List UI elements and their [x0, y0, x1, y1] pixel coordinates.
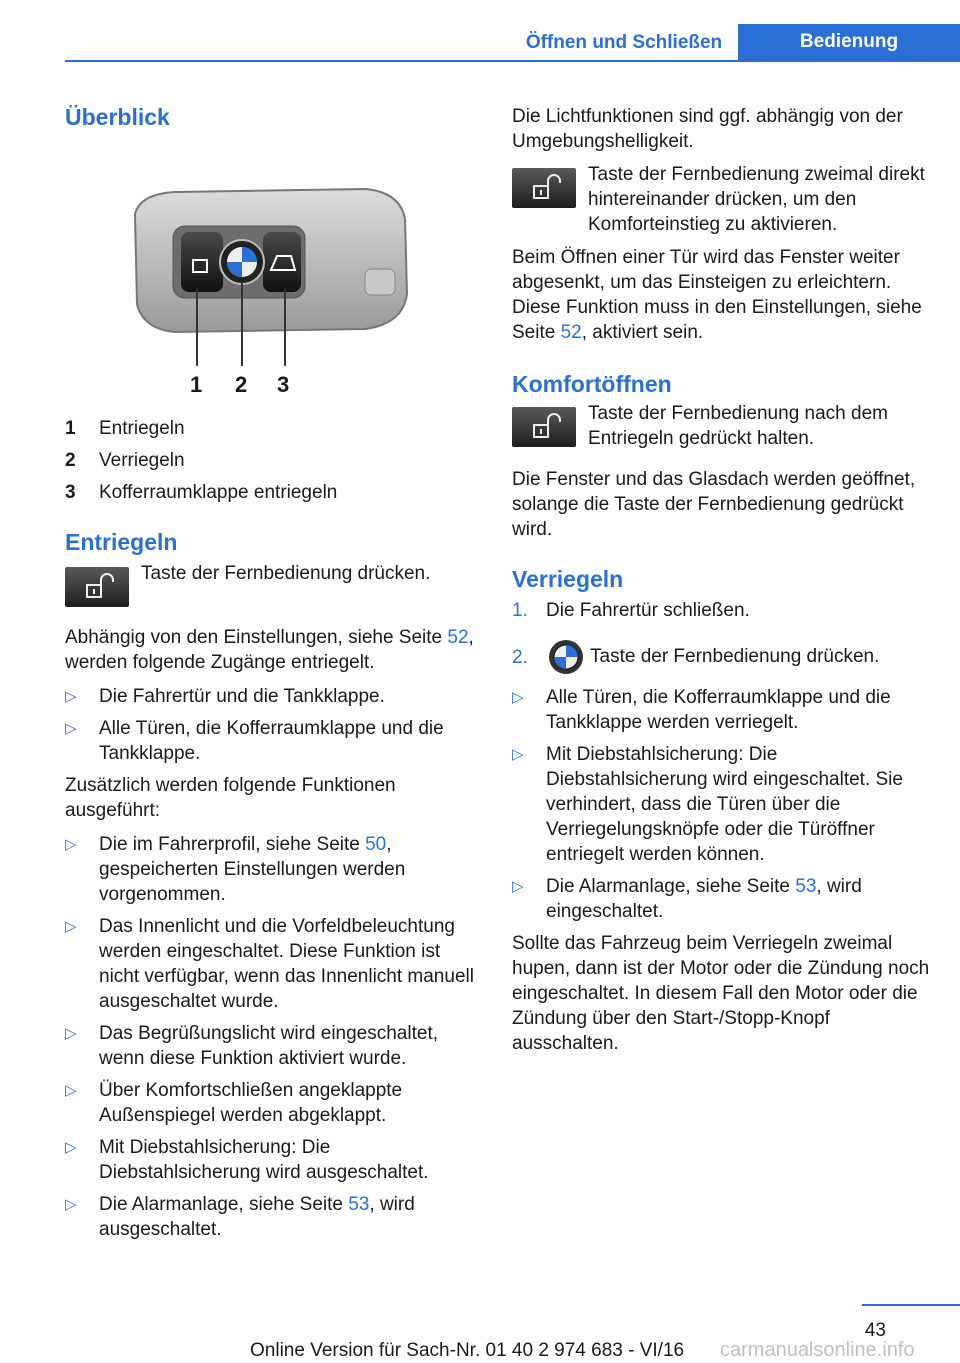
paragraph-settings [65, 625, 480, 675]
text: , gespeicherten Einstellungen werden vorgenommen. [99, 834, 406, 905]
page-footer [0, 1304, 960, 1362]
step-item [512, 598, 932, 623]
figure-label-3: 3 [277, 372, 290, 397]
figure-label-1: 1 [190, 372, 203, 397]
item-text: Mit Diebstahlsicherung: Die Diebstahlsicherung wird eingeschaltet. Sie verhindert, dass die Türen über die Verriegelungsknöpfe oder die Türöffner entriegelt werden können. [546, 744, 903, 865]
item-text: Alle Türen, die Kofferraumklappe und die Tankklappe. [99, 718, 444, 764]
triangle-icon: ▷ [65, 836, 77, 853]
triangle-icon: ▷ [65, 1025, 77, 1042]
unlock-button-icon [512, 168, 576, 208]
triangle-icon: ▷ [65, 688, 77, 705]
legend-label: Verriegeln [99, 450, 185, 471]
text: , wird ausgeschaltet. [99, 1194, 415, 1240]
legend-label: Entriegeln [99, 418, 185, 439]
list-item [65, 684, 480, 709]
legend-item [65, 448, 480, 473]
footer-rule [862, 1304, 960, 1306]
watermark: carmanualsonline.info [720, 1339, 915, 1361]
header-rule [65, 60, 960, 62]
bullet-list [65, 832, 480, 1242]
list-item [65, 1021, 480, 1071]
list-item [65, 1135, 480, 1185]
comfort-text: Taste der Fernbedienung zweimal direkt hintereinander drücken, um den Komforteinstieg zu aktivieren. [588, 164, 925, 235]
bullet-list [512, 685, 932, 924]
triangle-icon: ▷ [512, 746, 524, 763]
online-version: Online Version für Sach-Nr. 01 40 2 974 683 - VI/16 [250, 1340, 685, 1361]
text: Die Alarmanlage, siehe Seite [99, 1194, 349, 1215]
paragraph-functions: Zusätzlich werden folgende Funktionen ausgeführt: [65, 775, 396, 821]
page-link[interactable]: 52 [560, 322, 582, 343]
list-item [65, 1192, 480, 1242]
list-item [512, 685, 932, 735]
comfort-open-text: Taste der Fernbedienung nach dem Entriegeln gedrückt halten. [588, 403, 888, 449]
legend-number: 3 [65, 482, 76, 503]
paragraph-light: Die Lichtfunktionen sind ggf. abhängig von der Umgebungshelligkeit. [512, 106, 903, 152]
bmw-button-icon [548, 639, 584, 675]
item-text: Mit Diebstahlsicherung: Die Diebstahlsicherung wird ausgeschaltet. [99, 1137, 429, 1183]
list-item [65, 914, 480, 1014]
item-text: Das Innenlicht und die Vorfeldbeleuchtung werden eingeschaltet. Diese Funktion ist nicht verfügbar, wenn das Innenlicht manuell ausgeschaltet wurde. [99, 916, 474, 1012]
unlock-text: Taste der Fernbedienung drücken. [141, 563, 431, 584]
bullet-list [65, 684, 480, 766]
text: , werden folgende Zugänge entriegelt. [65, 627, 474, 673]
right-column [512, 104, 932, 1056]
remote-key-illustration [65, 144, 480, 394]
legend-item [65, 480, 480, 505]
heading-lock: Verriegeln [512, 566, 624, 592]
text: Die im Fahrerprofil, siehe Seite [99, 834, 366, 855]
heading-unlock: Entriegeln [65, 529, 178, 555]
heading-overview: Überblick [65, 104, 170, 130]
list-item [65, 716, 480, 766]
text: Abhängig von den Einstellungen, siehe Seite [65, 627, 448, 648]
triangle-icon: ▷ [65, 1139, 77, 1156]
heading-comfort-open: Komfortöffnen [512, 371, 672, 397]
text: Die Alarmanlage, siehe Seite [546, 876, 796, 897]
paragraph-window [512, 245, 932, 345]
figure-label-2: 2 [235, 372, 248, 397]
step-text: Taste der Fernbedienung drücken. [590, 646, 880, 668]
page-link[interactable]: 53 [348, 1194, 370, 1215]
list-item [512, 742, 932, 867]
step-text: Die Fahrertür schließen. [546, 600, 750, 621]
page-link[interactable]: 50 [365, 834, 387, 855]
comfort-open-block [512, 401, 932, 453]
legend-item [65, 416, 480, 441]
chapter-tab: Bedienung [738, 24, 960, 61]
paragraph-horn: Sollte das Fahrzeug beim Verriegeln zweimal hupen, dann ist der Motor oder die Zündung noch eingeschaltet. In diesem Fall den Motor oder die Zündung über den Start-/Stopp-Knopf ausschalten. [512, 933, 930, 1054]
page-link[interactable]: 52 [447, 627, 469, 648]
text: , wird eingeschaltet. [546, 876, 862, 922]
list-item [65, 1078, 480, 1128]
text: , aktiviert sein. [581, 322, 704, 343]
triangle-icon: ▷ [65, 1082, 77, 1099]
steps-list [512, 598, 932, 675]
unlock-block [65, 561, 480, 613]
item-text: Über Komfortschließen angeklappte Außenspiegel werden abgeklappt. [99, 1080, 403, 1126]
page-link[interactable]: 53 [795, 876, 817, 897]
triangle-icon: ▷ [65, 918, 77, 935]
key-figure [65, 144, 480, 397]
comfort-access-block [512, 162, 932, 237]
item-text: Das Begrüßungslicht wird eingeschaltet, wenn diese Funktion aktiviert wurde. [99, 1023, 439, 1069]
legend-label: Kofferraumklappe entriegeln [99, 482, 338, 503]
item-text: Die Fahrertür und die Tankklappe. [99, 686, 385, 707]
list-item [65, 832, 480, 907]
item-text: Alle Türen, die Kofferraumklappe und die Tankklappe werden verriegelt. [546, 687, 891, 733]
legend-number: 2 [65, 450, 76, 471]
left-column [65, 96, 480, 1249]
unlock-button-icon [65, 567, 129, 607]
step-number: 2. [512, 647, 528, 668]
triangle-icon: ▷ [65, 1196, 77, 1213]
unlock-button-icon [512, 407, 576, 447]
triangle-icon: ▷ [512, 878, 524, 895]
list-item [512, 874, 932, 924]
triangle-icon: ▷ [65, 720, 77, 737]
legend-list [65, 416, 480, 505]
text: Beim Öffnen einer Tür wird das Fenster weiter abgesenkt, um das Einsteigen zu erleichtern. Diese Funktion muss in den Einstellungen, siehe Seite [512, 247, 922, 343]
legend-number: 1 [65, 418, 76, 439]
step-number: 1. [512, 600, 528, 621]
triangle-icon: ▷ [512, 689, 524, 706]
page-header [0, 0, 960, 62]
page-number: 43 [864, 1320, 886, 1341]
paragraph-windows: Die Fenster und das Glasdach werden geöffnet, solange die Taste der Fernbedienung gedrückt wird. [512, 469, 916, 540]
step-item [512, 639, 932, 675]
section-title: Öffnen und Schließen [525, 32, 723, 53]
